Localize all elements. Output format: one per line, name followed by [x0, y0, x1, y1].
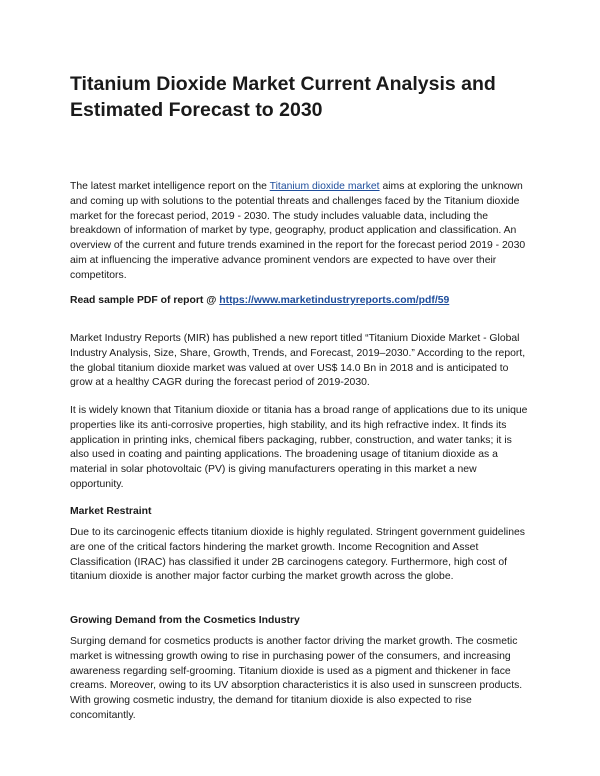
page-title: Titanium Dioxide Market Current Analysis and Estimated Forecast to 2030 [70, 73, 496, 121]
sample-pdf-line [70, 294, 449, 308]
market-restraint-heading: Market Restraint [70, 506, 152, 517]
intro-text-after-link: aims at exploring the unknown and coming up with solutions to the potential threats and challenges faced by the Titanium dioxide market for the forecast period, 2019 - 2030. The study includes valuable data, including the breakdown of information of market by type, geography, product application and classification. An overview of the current and future trends examined in the report for the forecast period 2019 - 2030 aim at influencing the imperative advance prominent vendors are expected to have over their competitors. [70, 181, 526, 281]
market-restraint-paragraph: Due to its carcinogenic effects titanium dioxide is highly regulated. Stringent government guidelines are one of the critical factors hindering the market growth. Income Recognition and Asset Classification (IRAC) has classified it under 2B carcinogens category. Furthermore, high cost of titanium dioxide is another major factor curbing the market growth across the globe. [70, 527, 525, 583]
cosmetics-demand-heading: Growing Demand from the Cosmetics Industry [70, 615, 300, 626]
cosmetics-demand-paragraph: Surging demand for cosmetics products is another factor driving the market growth. The cosmetic market is witnessing growth owing to rise in purchasing power of the consumers, and increasing awareness regarding self-grooming. Titanium dioxide is used as a pigment and thickener in face creams. Moreover, owing to its UV absorption characteristics it is also used in sunscreen products. With growing cosmetic industry, the demand for titanium dioxide is also expected to rise concomitantly. [70, 636, 523, 721]
intro-text-before-link: The latest market intelligence report on the [70, 181, 270, 192]
titanium-dioxide-market-link[interactable]: Titanium dioxide market [269, 181, 380, 192]
mir-report-paragraph: Market Industry Reports (MIR) has published a new report titled “Titanium Dioxide Market - Global Industry Analysis, Size, Share, Growth, Trends, and Forecast, 2019–2030.” According to the report, the global titanium dioxide market was valued at over US$ 14.0 Bn in 2018 and is anticipated to grow at a healthy CAGR during the forecast period of 2019-2030. [70, 333, 526, 389]
intro-paragraph [70, 180, 532, 284]
sample-pdf-label: Read sample PDF of report @ [70, 295, 220, 306]
applications-paragraph: It is widely known that Titanium dioxide or titania has a broad range of applications due to its unique properties like its anti-corrosive properties, high stability, and its high refractive index. It finds its application in printing inks, chemical fibers packaging, rubber, construction, and water tanks; it is also used in coating and painting applications. The broadening usage of titanium dioxide as a material in solar photovoltaic (PV) is giving manufacturers operating in this market a new opportunity. [70, 405, 528, 490]
sample-pdf-link[interactable]: https://www.marketindustryreports.com/pdf/59 [219, 295, 450, 306]
